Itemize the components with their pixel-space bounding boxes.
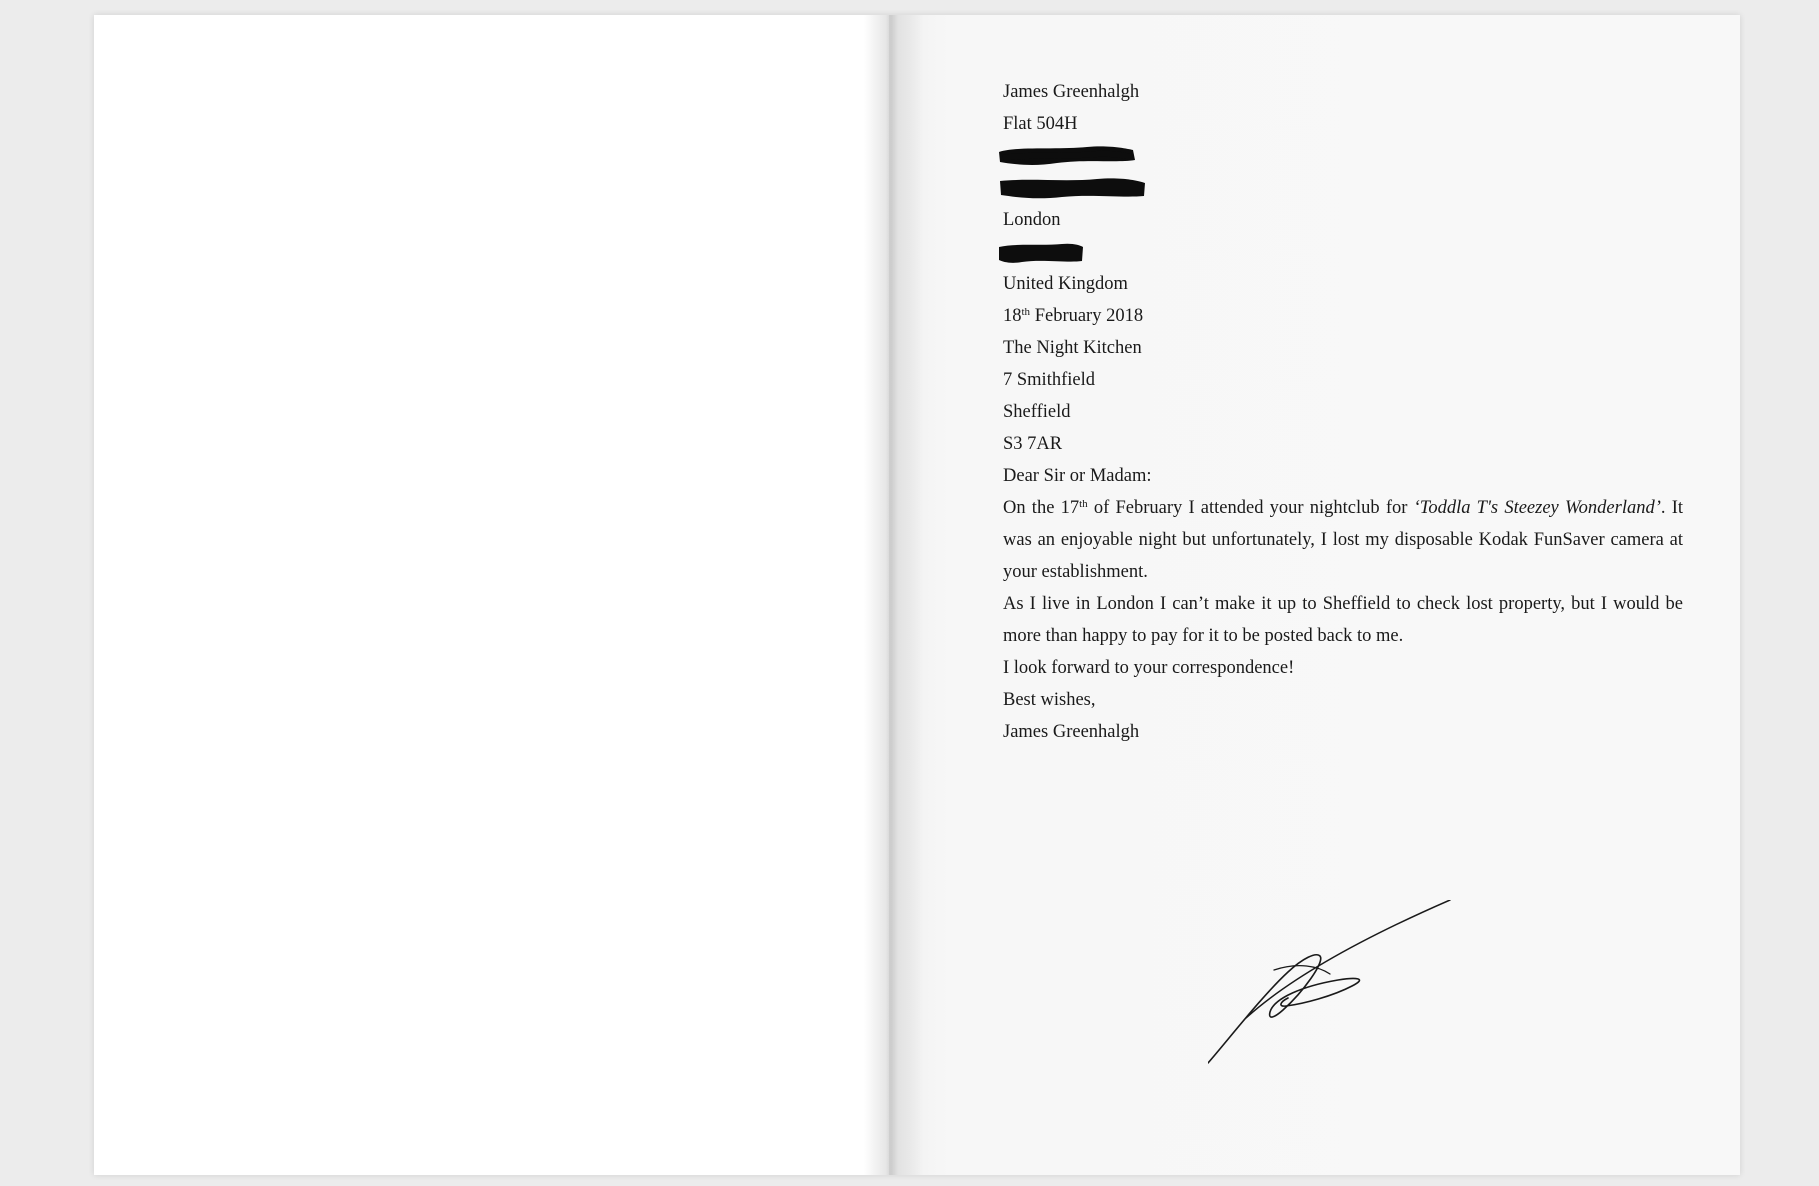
sender-city: London: [1003, 210, 1061, 230]
body-paragraph-3: I look forward to your correspondence!: [1003, 658, 1295, 678]
redaction-mark: [997, 240, 1087, 266]
body-paragraph-2: As I live in London I can’t make it up to Sheffield to check lost property, but I would be more than happy to pay for it to be posted back to me.: [1003, 594, 1683, 646]
recipient-postcode: S3 7AR: [1003, 434, 1063, 454]
body-paragraph-1: On the 17th of February I attended your nightclub for ‘Toddla T's Steezey Wonderland’. It was an enjoyable night but unfortunately, I lost my disposable Kodak FunSaver camera at your establishment.: [1003, 498, 1683, 582]
recipient-street: 7 Smithfield: [1003, 370, 1095, 390]
letter-body: [1003, 76, 1683, 748]
sender-flat: Flat 504H: [1003, 114, 1078, 134]
recipient-name: The Night Kitchen: [1003, 338, 1142, 358]
sender-country: United Kingdom: [1003, 274, 1128, 294]
recipient-city: Sheffield: [1003, 402, 1071, 422]
salutation: Dear Sir or Madam:: [1003, 466, 1152, 486]
event-name: ‘Toddla T's Steezey Wonderland’: [1413, 498, 1661, 518]
redacted-address-line-2: [1003, 172, 1683, 204]
redaction-mark: [997, 144, 1137, 170]
handwritten-signature: [1208, 900, 1458, 1070]
closing: Best wishes,: [1003, 690, 1096, 710]
redacted-postcode: [1003, 236, 1683, 268]
signoff-name: James Greenhalgh: [1003, 722, 1140, 742]
sender-name: James Greenhalgh: [1003, 82, 1140, 102]
redaction-mark: [997, 176, 1147, 202]
redacted-address-line-1: [1003, 140, 1683, 172]
blank-left-page: [94, 15, 889, 1175]
letter-date: 18th February 2018: [1003, 306, 1144, 326]
